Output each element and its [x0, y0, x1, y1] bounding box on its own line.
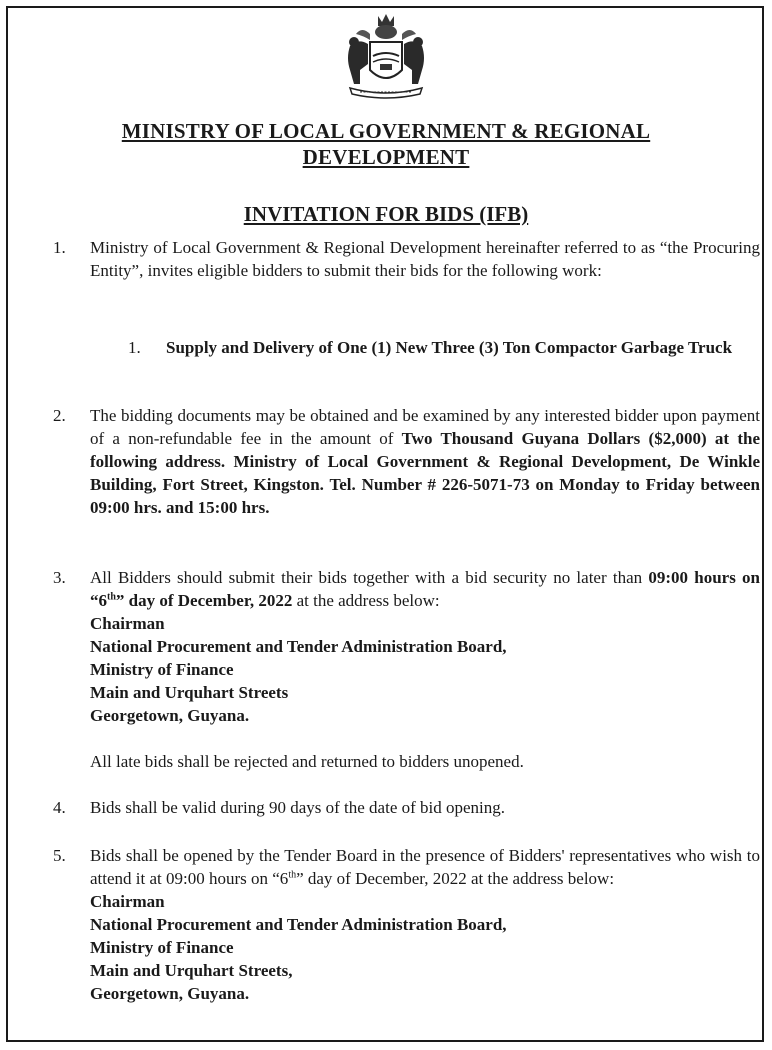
item-3-deadline-sup: th [107, 591, 116, 603]
item-3-late-note: All late bids shall be rejected and returned to bidders unopened. [90, 752, 524, 771]
item-3-deadline-b: ” day of December, 2022 [115, 591, 293, 610]
address-line: Georgetown, Guyana. [90, 706, 250, 725]
ministry-heading [20, 118, 752, 170]
item-5-text [90, 844, 760, 1005]
address-line: Georgetown, Guyana. [90, 984, 250, 1003]
address-line: National Procurement and Tender Administration Board, [90, 637, 507, 656]
item-3-text [90, 566, 760, 773]
item-4-number: 4. [53, 798, 66, 817]
item-5-sup: th [288, 869, 297, 881]
item-3-address [90, 612, 760, 727]
item-5-text-b: ” day of December, 2022 at the address below: [296, 869, 615, 888]
item-5-address [90, 890, 760, 1005]
item-3-deadline-a: 09:00 hours on “6 [90, 568, 760, 610]
item-2-text-regular: The bidding documents may be obtained and be examined by any interested bidder upon payment of a non-refundable fee in the amount of [90, 406, 760, 448]
ifb-title: INVITATION FOR BIDS (IFB) [243, 202, 529, 226]
item-3-number: 3. [53, 568, 66, 587]
ministry-heading-line1: MINISTRY OF LOCAL GOVERNMENT & REGIONAL [121, 119, 651, 143]
item-3-text-tail: at the address below: [292, 591, 440, 610]
item-2-number: 2. [53, 406, 66, 425]
item-2-text [90, 404, 760, 519]
item-1-text: Ministry of Local Government & Regional Development hereinafter referred to as “the Procuring Entity”, invites eligible bidders to submit their bids for the following work: [90, 238, 760, 280]
address-line: Chairman [90, 614, 165, 633]
item-5-text-a: Bids shall be opened by the Tender Board in the presence of Bidders' representatives who wish to attend it at 09:00 hours on “6 [90, 846, 760, 888]
address-line: Chairman [90, 892, 165, 911]
item-1-sub-number: 1. [128, 338, 141, 357]
address-line: Ministry of Finance [90, 938, 234, 957]
address-line: National Procurement and Tender Administration Board, [90, 915, 507, 934]
coat-of-arms-icon [340, 12, 432, 100]
item-1-number: 1. [53, 238, 66, 257]
item-4-text: Bids shall be valid during 90 days of the date of bid opening. [90, 798, 506, 817]
item-5-number: 5. [53, 846, 66, 865]
ministry-heading-line2: DEVELOPMENT [302, 145, 470, 169]
address-line: Main and Urquhart Streets, [90, 961, 293, 980]
address-line: Main and Urquhart Streets [90, 683, 289, 702]
item-3-text-regular: All Bidders should submit their bids together with a bid security no later than [90, 568, 649, 587]
item-2-text-bold: Two Thousand Guyana Dollars ($2,000) at the following address. Ministry of Local Government & Regional Development, De Winkle Building, Fort Street, Kingston. Tel. Number # 226-5071-73 on Monday to Friday between 09:00 hrs. and 15:00 hrs. [90, 429, 760, 517]
item-1-sub-text: Supply and Delivery of One (1) New Three (3) Ton Compactor Garbage Truck [166, 338, 733, 357]
address-line: Ministry of Finance [90, 660, 234, 679]
